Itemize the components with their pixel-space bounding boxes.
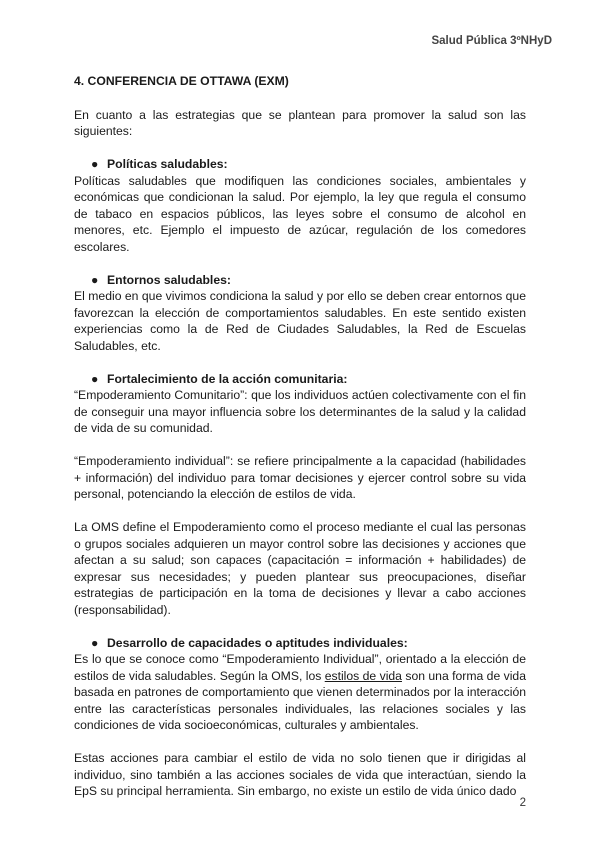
bullet-heading-accion-comunitaria [74, 371, 526, 388]
section-title: 4. CONFERENCIA DE OTTAWA (EXM) [74, 74, 289, 88]
bullet-heading-capacidades [74, 635, 526, 652]
bullet-title: Entornos saludables: [107, 272, 231, 287]
bullet-heading-politicas [74, 156, 526, 173]
bullet-heading-entornos [74, 272, 526, 289]
bullet-title: Fortalecimiento de la acción comunitaria: [107, 371, 348, 386]
paragraph-entornos: El medio en que vivimos condiciona la salud y por ello se deben crear entornos que favorezcan la elección de comportamientos saludables. En este sentido existen experiencias como la de Red de Ciudades Saludables, la Red de Escuelas Saludables, etc. [74, 289, 526, 353]
bullet-icon: ● [91, 635, 99, 650]
bullet-title: Desarrollo de capacidades o aptitudes individuales: [107, 635, 408, 650]
underlined-term: estilos de vida [324, 668, 402, 683]
bullet-icon: ● [91, 272, 99, 287]
paragraph-empoderamiento-individual: “Empoderamiento individual”: se refiere principalmente a la capacidad (habilidades + información) del individuo para tomar decisiones y ejercer control sobre su vida personal, potenciando la elección de estilos de vida. [74, 454, 526, 501]
intro-paragraph: En cuanto a las estrategias que se plantean para promover la salud son las siguientes: [74, 107, 526, 138]
paragraph-acciones: Estas acciones para cambiar el estilo de vida no solo tienen que ir dirigidas al individuo, sino también a las acciones sociales de vida que interactúan, siendo la EpS su principal herramienta. Sin embargo, no existe un estilo de vida único dado [74, 751, 526, 798]
paragraph-oms-definicion: La OMS define el Empoderamiento como el proceso mediante el cual las personas o grupos sociales adquieren un mayor control sobre las decisiones y acciones que afectan a su salud; son capaces (capacitación = información + habilidades) de expresar sus necesidades; y pueden plantear sus preocupaciones, diseñar estrategias de participación en la toma de decisiones y llevar a cabo acciones (responsabilidad). [74, 520, 526, 617]
text-segment: son una forma de vida basada en patrones de comportamiento que vienen determinados por la interacción entre las características personales individuales, las relaciones sociales y las condiciones de vida socioeconómicas, culturales y ambientales. [74, 668, 526, 732]
bullet-title: Políticas saludables: [107, 157, 228, 171]
paragraph-politicas: Políticas saludables que modifiquen las condiciones sociales, ambientales y económicas que condicionan la salud. Por ejemplo, la ley que regula el consumo de tabaco en espacios públicos, las leyes sobre el consumo de alcohol en menores, etc. Ejemplo el impuesto de azúcar, regulación de los comedores escolares. [74, 173, 526, 254]
page-number: 2 [519, 797, 526, 809]
bullet-icon: ● [91, 371, 99, 386]
running-header: Salud Pública 3ºNHyD [431, 35, 552, 47]
paragraph-capacidades [74, 651, 526, 734]
paragraph-empoderamiento-comunitario: “Empoderamiento Comunitario”: que los individuos actúen colectivamente con el fin de conseguir una mayor influencia sobre los determinantes de la salud y la calidad de vida de su comunidad. [74, 388, 526, 435]
text-segment: Es lo que se conoce como “Empoderamiento Individual”, orientado a la elección de estilos de vida saludables. Según la OMS, los [74, 652, 526, 683]
bullet-icon: ● [91, 157, 99, 171]
page-content [74, 73, 526, 800]
